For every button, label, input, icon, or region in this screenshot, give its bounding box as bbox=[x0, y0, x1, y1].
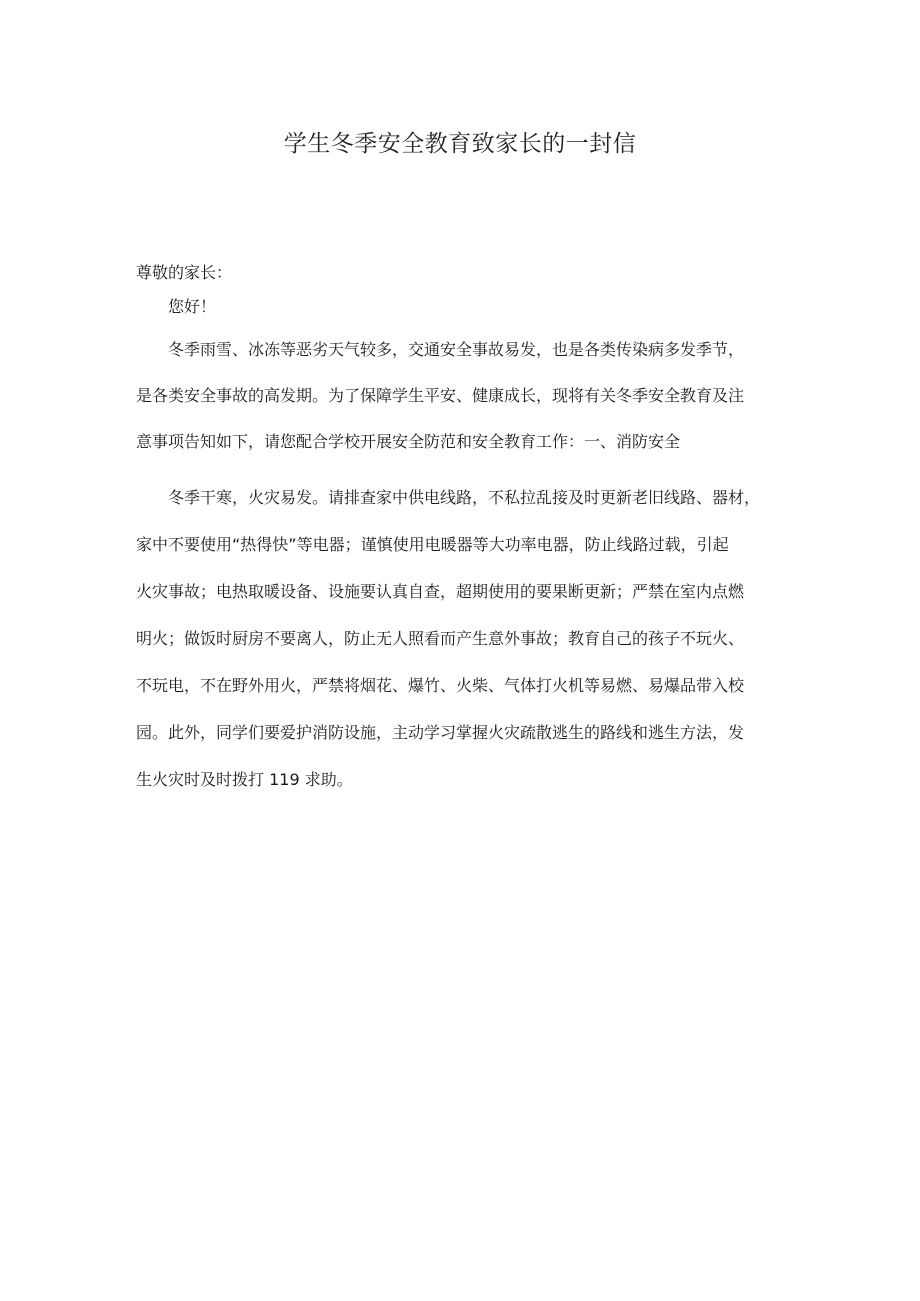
paragraph-line: 火灾事故；电热取暖设备、设施要认真自查，超期使用的要果断更新；严禁在室内点燃 bbox=[136, 582, 745, 601]
paragraph-line: 意事项告知如下，请您配合学校开展安全防范和安全教育工作：一、消防安全 bbox=[136, 432, 681, 451]
paragraph-line: 是各类安全事故的高发期。为了保障学生平安、健康成长，现将有关冬季安全教育及注 bbox=[136, 386, 745, 405]
paragraph-line: 冬季雨雪、冰冻等恶劣天气较多，交通安全事故易发，也是各类传染病多发季节， bbox=[168, 340, 745, 359]
paragraph-line: 生火灾时及时拨打 119 求助。 bbox=[136, 770, 353, 789]
paragraph-line: 园。此外，同学们要爱护消防设施，主动学习掌握火灾疏散逃生的路线和逃生方法，发 bbox=[136, 723, 745, 742]
paragraph-line: 家中不要使用“热得快”等电器；谨慎使用电暖器等大功率电器，防止线路过载，引起 bbox=[136, 535, 729, 554]
greeting: 您好！ bbox=[168, 297, 217, 316]
paragraph-line: 不玩电，不在野外用火，严禁将烟花、爆竹、火柴、气体打火机等易燃、易爆品带入校 bbox=[136, 676, 745, 695]
paragraph-fire-safety bbox=[136, 486, 796, 815]
paragraph-intro bbox=[136, 338, 796, 476]
salutation: 尊敬的家长： bbox=[136, 263, 233, 282]
paragraph-line: 冬季干寒，火灾易发。请排查家中供电线路，不私拉乱接及时更新老旧线路、器材， bbox=[168, 488, 761, 507]
document-title: 学生冬季安全教育致家长的一封信 bbox=[283, 131, 637, 157]
paragraph-line: 明火；做饭时厨房不要离人，防止无人照看而产生意外事故；教育自己的孩子不玩火、 bbox=[136, 629, 745, 648]
